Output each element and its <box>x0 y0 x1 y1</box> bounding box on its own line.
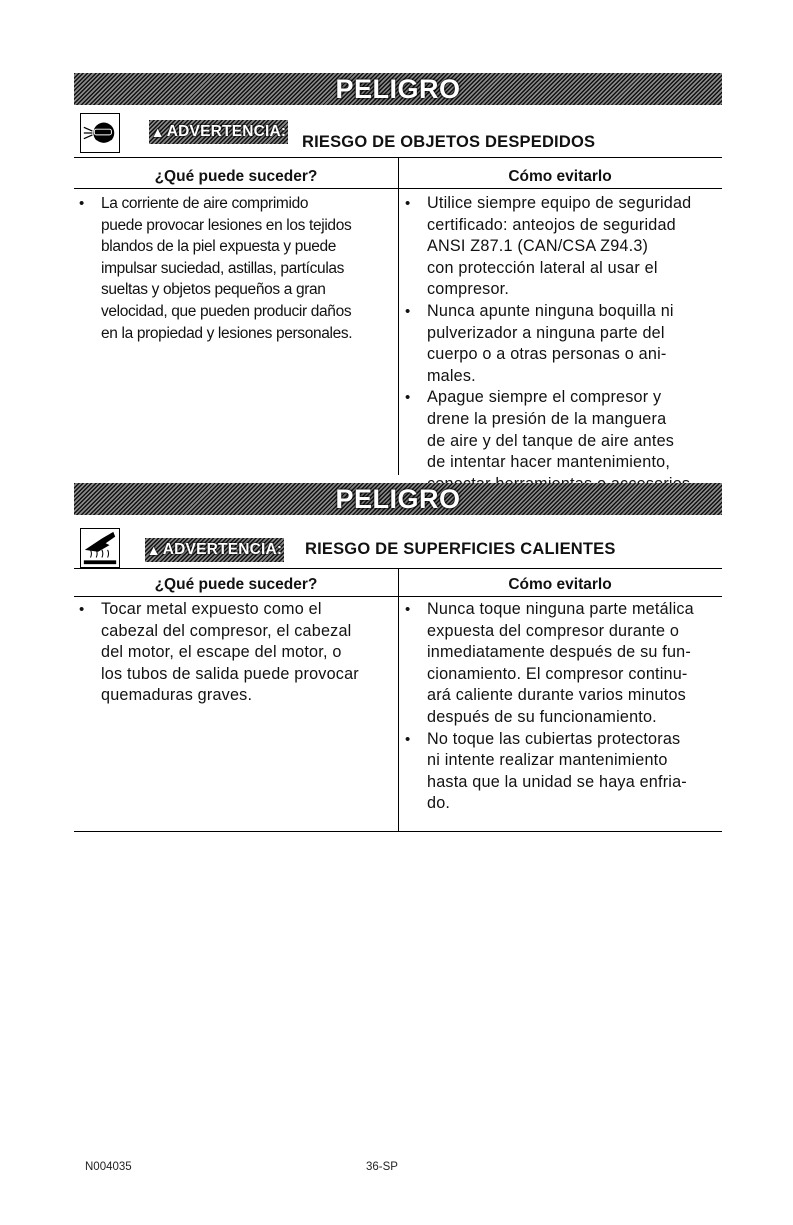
how-to-prevent-list <box>400 193 722 495</box>
list-item: • Utilice siempre equipo de seguridad certificado: anteojos de seguridad ANSI Z87.1 (CAN/CSA Z94.3) con protección lateral al usar el compresor. <box>400 193 722 301</box>
warning-badge-label: ADVERTENCIA: <box>166 123 287 140</box>
document-code: N004035 <box>85 1161 132 1173</box>
warning-triangle-icon: ▲ <box>150 124 165 140</box>
list-item: • Nunca apunte ninguna boquilla ni pulverizador a ninguna parte del cuerpo o a otras personas o ani- males. <box>400 301 722 387</box>
danger-banner <box>74 483 722 515</box>
page-number: 36-SP <box>366 1161 398 1173</box>
list-item: • Tocar metal expuesto como el cabezal del compresor, el cabezal del motor, el escape del motor, o los tubos de salida puede provocar quemaduras graves. <box>74 599 398 707</box>
what-can-happen-heading: ¿Qué puede suceder? <box>154 168 318 185</box>
hot-surface-icon <box>80 528 120 568</box>
how-to-prevent-heading: Cómo evitarlo <box>508 168 612 185</box>
list-item: • La corriente de aire comprimido puede provocar lesiones en los tejidos blandos de la piel expuesta y puede impulsar suciedad, astillas, partículas sueltas y objetos pequeños a gran velocidad, que pueden producir daños en la propiedad y lesiones personales. <box>74 193 398 344</box>
warning-triangle-icon: ▲ <box>146 542 161 558</box>
danger-banner <box>74 73 722 105</box>
what-can-happen-list <box>74 599 398 707</box>
danger-banner-label: PELIGRO <box>335 73 461 104</box>
hazard-title: RIESGO DE OBJETOS DESPEDIDOS <box>302 133 596 151</box>
danger-banner-label: PELIGRO <box>335 483 461 514</box>
list-item: • Nunca toque ninguna parte metálica expuesta del compresor durante o inmediatamente después de su fun- cionamiento. El compresor continu- ará caliente durante varios minutos después de su funcionamiento. <box>400 599 722 729</box>
column-divider <box>398 568 399 831</box>
hazard-title: RIESGO DE SUPERFICIES CALIENTES <box>305 540 616 558</box>
warning-badge-label: ADVERTENCIA: <box>162 541 283 558</box>
divider <box>74 831 722 832</box>
warning-badge <box>145 538 284 562</box>
how-to-prevent-list <box>400 599 722 815</box>
column-divider <box>398 157 399 475</box>
list-item: • Apague siempre el compresor y drene la presión de la manguera de aire y del tanque de aire antes de intentar hacer mantenimiento, <box>400 387 722 495</box>
list-item: • No toque las cubiertas protectoras ni intente realizar mantenimiento hasta que la unidad se haya enfria- do. <box>400 729 722 815</box>
how-to-prevent-heading: Cómo evitarlo <box>508 576 612 593</box>
what-can-happen-list <box>74 193 398 344</box>
eye-protection-icon <box>80 113 120 153</box>
warning-badge <box>149 120 288 144</box>
what-can-happen-heading: ¿Qué puede suceder? <box>154 576 318 593</box>
